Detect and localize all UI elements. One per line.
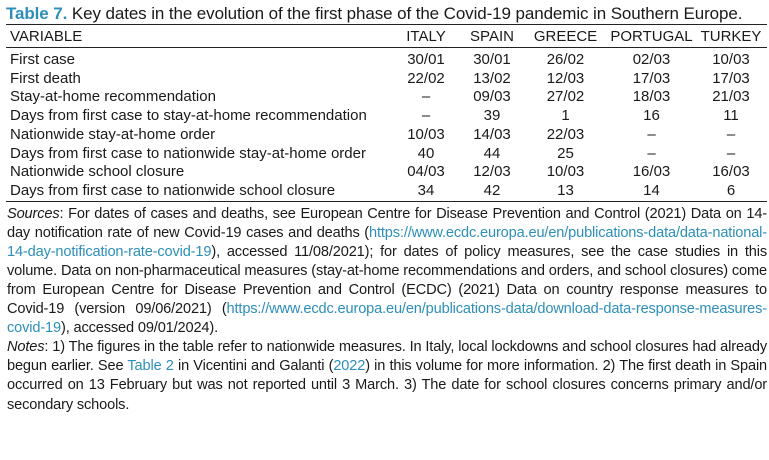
table-row — [6, 107, 767, 126]
cell-variable: First death — [10, 69, 81, 87]
cell-greece: 12/03 — [546, 69, 585, 87]
cell-turkey: – — [726, 125, 736, 143]
cell-variable: Nationwide stay-at-home order — [10, 125, 216, 143]
table-row — [6, 126, 767, 145]
col-header-greece: GREECE — [533, 28, 598, 45]
cell-italy: 40 — [417, 144, 435, 162]
cell-spain: 44 — [483, 144, 501, 162]
notes-link-table2[interactable]: Table 2 — [127, 358, 174, 375]
cell-spain: 42 — [483, 181, 501, 199]
sources-link-1[interactable]: https://www.ecdc.europa.eu/en/publications-data/data-national-14-day-notification-rate-covid-19 — [7, 224, 767, 260]
cell-portugal: – — [647, 144, 656, 162]
cell-greece: 27/02 — [546, 88, 585, 106]
cell-italy: 04/03 — [407, 163, 445, 181]
cell-turkey: 21/03 — [712, 88, 750, 106]
table-row — [6, 163, 767, 182]
col-header-variable: VARIABLE — [10, 28, 83, 45]
cell-greece: 1 — [561, 107, 570, 125]
cell-greece: 10/03 — [546, 163, 585, 181]
cell-spain: 09/03 — [473, 88, 511, 106]
cell-turkey: – — [726, 144, 736, 162]
header-row — [6, 25, 767, 47]
col-header-spain: SPAIN — [470, 28, 514, 45]
table-row — [6, 145, 767, 164]
cell-greece: 25 — [557, 144, 574, 162]
col-header-turkey: TURKEY — [700, 28, 762, 45]
notes-text-2: in Vicentini and Galanti ( — [173, 358, 334, 375]
notes-text-3: ) in this volume for more information. 2) The first death in Spain occurred on 13 February but was not reported until 3 March. 3) The date for school closures concerns primary and/or secondary schools. — [7, 358, 768, 413]
cell-portugal: – — [647, 125, 656, 143]
sources-label: Sources — [7, 205, 60, 222]
cell-turkey: 17/03 — [712, 69, 750, 87]
cell-variable: Stay-at-home recommendation — [10, 88, 216, 106]
cell-variable: Days from first case to nationwide school closure — [10, 181, 336, 199]
sources-text-1: : For dates of cases and deaths, see European Centre for Disease Prevention and Control (2021) Data on 14-day notification rate of new Covid-19 cases and deaths ( — [7, 205, 767, 241]
cell-portugal: 16 — [643, 107, 660, 125]
sources-text-2: , accessed 11/08/2021); for dates of policy measures, see the case studies in this volume. Data on non-pharmaceutical measures (stay-at-home recommendations and orders, and school closures) come from European Centre for Disease Prevention and Control (ECDC) (2021) Data on country response measures to Covid-19 (version 09/06/2021) ( — [7, 243, 767, 318]
cell-italy: 22/02 — [407, 69, 445, 87]
cell-spain: 39 — [483, 107, 501, 125]
cell-spain: 14/03 — [473, 125, 511, 143]
cell-portugal: 17/03 — [632, 69, 671, 87]
col-header-italy: ITALY — [406, 28, 446, 45]
cell-italy: 30/01 — [407, 51, 445, 68]
cell-turkey: 6 — [726, 181, 736, 199]
cell-italy: – — [421, 107, 431, 125]
table-row — [6, 70, 767, 89]
cell-greece: 26/02 — [546, 51, 585, 68]
cell-variable: Days from first case to nationwide stay-at-home order — [10, 144, 366, 162]
cell-variable: Nationwide school closure — [10, 163, 185, 181]
cell-portugal: 18/03 — [632, 88, 671, 106]
cell-spain: 13/02 — [473, 69, 511, 87]
table-body — [6, 48, 767, 201]
sources-link-2[interactable]: https://www.ecdc.europa.eu/en/publications-data/download-data-response-measures-covid-19 — [7, 301, 767, 337]
col-header-portugal: PORTUGAL — [610, 28, 693, 45]
cell-spain: 12/03 — [473, 163, 511, 181]
cell-portugal: 02/03 — [632, 51, 671, 68]
notes-paragraph — [7, 338, 767, 414]
table-row — [6, 182, 767, 201]
cell-spain: 30/01 — [473, 51, 511, 68]
cell-italy: 34 — [417, 181, 435, 199]
cell-greece: 22/03 — [546, 125, 585, 143]
table-row — [6, 88, 767, 107]
notes-text-1: : 1) The figures in the table refer to nationwide measures. In Italy, local lockdowns and school closures had already begun earlier. See — [7, 339, 767, 375]
cell-turkey: 11 — [723, 107, 739, 125]
cell-greece: 13 — [557, 181, 574, 199]
notes-link-2022[interactable]: 2022 — [333, 358, 366, 375]
cell-italy: – — [421, 88, 431, 106]
table-row — [6, 48, 767, 70]
table-footnotes — [6, 205, 767, 415]
cell-turkey: 16/03 — [712, 163, 750, 181]
cell-variable: First case — [10, 51, 76, 68]
caption-text: Key dates in the evolution of the first phase of the Covid-19 pandemic in Southern Europe. — [71, 4, 743, 23]
cell-portugal: 16/03 — [632, 163, 671, 181]
table-caption — [6, 3, 767, 24]
cell-portugal: 14 — [643, 181, 660, 199]
document — [6, 3, 767, 415]
cell-variable: Days from first case to stay-at-home recommendation — [10, 107, 367, 125]
caption-label: Table 7. — [6, 4, 68, 23]
sources-text-3: , accessed 09/01/2024). — [65, 320, 219, 337]
sources-paragraph: Sources: For dates of cases and deaths, see European Centre for Disease Prevention and Control (2021) Data on 14-day notification rate of new Covid-19 cases and deaths (https://www.ecdc.europa.eu/en/publications-data/data-national-14-day-notification-rate-covid-19), accessed 11/08/2021); for dates of policy measures, see the case studies in this volume. Data on non-pharmaceutical measures (stay-at-home recommendations and orders, and school closures) come from European Centre for Disease Prevention and Control (ECDC) (2021) Data on country response measures to Covid-19 (version 09/06/2021) (https://www.ecdc.europa.eu/en/publications-data/download-data-response-measures-covid-19), accessed 09/01/2024). — [7, 205, 767, 337]
notes-label: Notes — [7, 339, 45, 356]
cell-italy: 10/03 — [407, 125, 445, 143]
bottom-rule — [6, 201, 767, 202]
cell-turkey: 10/03 — [712, 51, 750, 68]
data-table — [6, 25, 767, 201]
